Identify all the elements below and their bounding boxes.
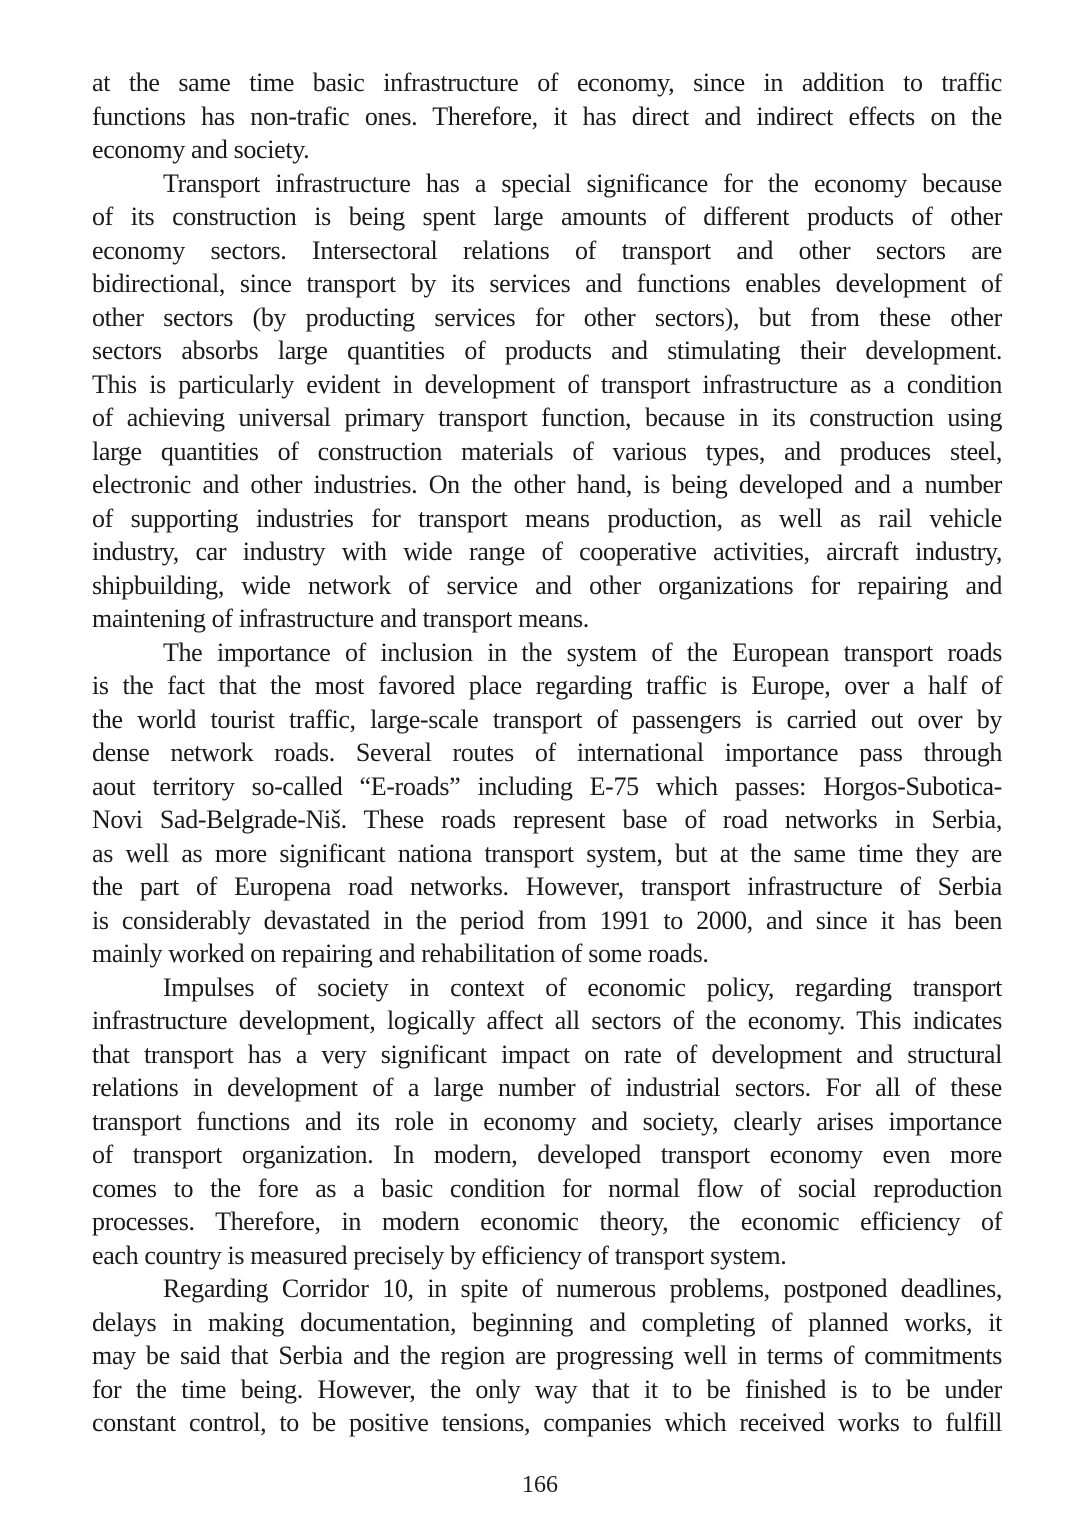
text-line: functions has non-trafic ones. Therefore, it has direct and indirect effects on the — [92, 101, 1002, 131]
text-line: of its construction is being spent large amounts of different products of other — [92, 202, 1002, 231]
text-line: may be said that Serbia and the region are progressing well in terms of commitments — [92, 1341, 1002, 1370]
text-line: sectors absorbs large quantities of products and stimulating their development. — [92, 336, 1002, 365]
paragraph-3 — [92, 636, 1002, 971]
text-line: large quantities of construction materials of various types, and produces steel, — [92, 436, 1002, 466]
text-line: Novi Sad-Belgrade-Niš. These roads represent base of road networks in Serbia, — [92, 805, 1002, 834]
text-line: mainly worked on repairing and rehabilitation of some roads. — [92, 939, 709, 968]
text-line: economy and society. — [92, 135, 310, 164]
text-line: constant control, to be positive tensions, companies which received works to fulfill — [92, 1408, 1002, 1437]
paragraph-1 — [92, 66, 1002, 167]
text-line: aout territory so-called “E-roads” including E-75 which passes: Horgos-Subotica- — [92, 771, 1002, 801]
text-line: the part of Europena road networks. However, transport infrastructure of Serbia — [92, 872, 1002, 901]
text-line: Regarding Corridor 10, in spite of numerous problems, postponed deadlines, — [163, 1274, 1002, 1303]
text-line: as well as more significant nationa transport system, but at the same time they are — [92, 838, 1002, 868]
text-line: maintening of infrastructure and transport means. — [92, 604, 589, 633]
text-line: This is particularly evident in development of transport infrastructure as a condition — [92, 369, 1002, 399]
document-page — [92, 66, 1002, 1440]
text-line: of transport organization. In modern, developed transport economy even more — [92, 1140, 1002, 1169]
text-line: infrastructure development, logically affect all sectors of the economy. This indicates — [92, 1006, 1002, 1035]
text-line: electronic and other industries. On the other hand, is being developed and a number — [92, 470, 1002, 499]
text-line: Impulses of society in context of economic policy, regarding transport — [163, 972, 1002, 1002]
text-line: transport functions and its role in economy and society, clearly arises importance — [92, 1106, 1002, 1136]
text-line: industry, car industry with wide range of cooperative activities, aircraft industry, — [92, 537, 1002, 566]
text-line: comes to the fore as a basic condition for normal flow of social reproduction — [92, 1173, 1002, 1203]
text-line: that transport has a very significant impact on rate of development and structural — [92, 1039, 1002, 1069]
text-line: economy sectors. Intersectoral relations of transport and other sectors are — [92, 235, 1002, 265]
text-line: the world tourist traffic, large-scale transport of passengers is carried out over by — [92, 704, 1002, 734]
paragraph-2 — [92, 167, 1002, 636]
text-line: of achieving universal primary transport function, because in its construction using — [92, 403, 1002, 432]
paragraph-5 — [92, 1272, 1002, 1440]
page-number: 166 — [522, 1472, 558, 1498]
text-line: shipbuilding, wide network of service and other organizations for repairing and — [92, 570, 1002, 600]
text-line: each country is measured precisely by efficiency of transport system. — [92, 1240, 787, 1270]
text-line: processes. Therefore, in modern economic theory, the economic efficiency of — [92, 1207, 1002, 1236]
text-line: for the time being. However, the only way that it to be finished is to be under — [92, 1374, 1002, 1404]
text-line: at the same time basic infrastructure of economy, since in addition to traffic — [92, 68, 1002, 97]
text-line: Transport infrastructure has a special significance for the economy because — [163, 168, 1002, 198]
text-line: relations in development of a large number of industrial sectors. For all of these — [92, 1073, 1002, 1102]
text-line: of supporting industries for transport means production, as well as rail vehicle — [92, 503, 1002, 533]
text-line: delays in making documentation, beginning and completing of planned works, it — [92, 1307, 1002, 1337]
text-line: other sectors (by producting services for other sectors), but from these other — [92, 302, 1002, 332]
text-line: The importance of inclusion in the system of the European transport roads — [163, 637, 1002, 667]
text-line: bidirectional, since transport by its services and functions enables development of — [92, 269, 1002, 298]
paragraph-4 — [92, 971, 1002, 1273]
text-line: is the fact that the most favored place regarding traffic is Europe, over a half of — [92, 671, 1002, 700]
text-line: dense network roads. Several routes of international importance pass through — [92, 738, 1002, 767]
text-line: is considerably devastated in the period from 1991 to 2000, and since it has been — [92, 905, 1002, 935]
